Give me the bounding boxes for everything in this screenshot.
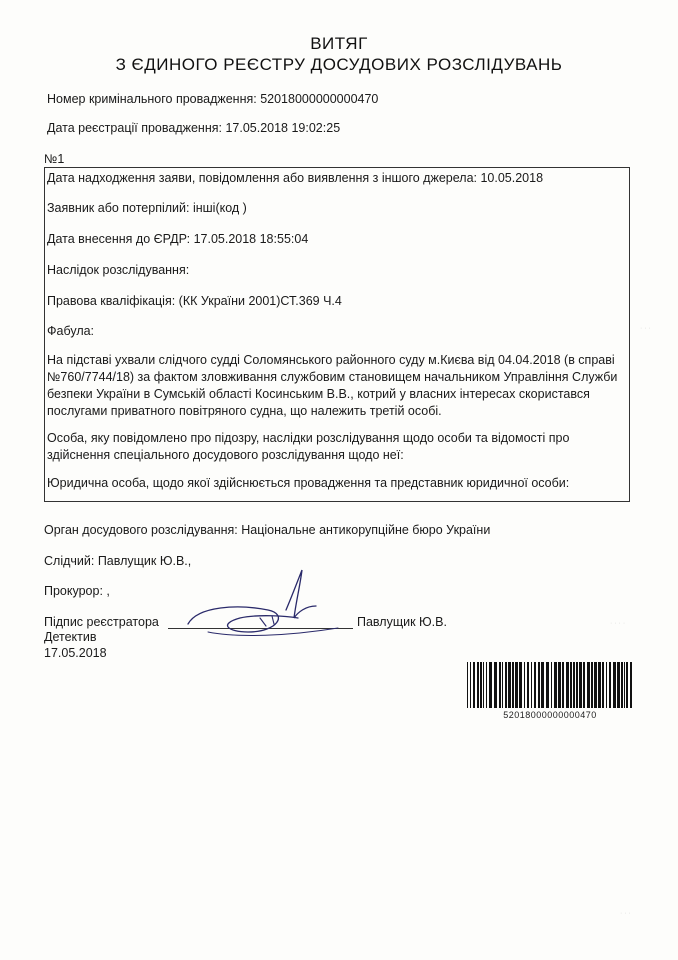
barcode-bar xyxy=(483,662,484,708)
barcode-bar xyxy=(621,662,623,708)
suspect-info xyxy=(47,430,627,464)
prosecutor: Прокурор: , xyxy=(44,584,110,598)
fabula-label: Фабула: xyxy=(47,324,95,338)
fabula-line: безпеки України в Сумській області Косинським В.В., котрий у власних інтересах скористався xyxy=(47,387,590,401)
investigator: Слідчий: Павлущик Ю.В., xyxy=(44,554,192,568)
legal-entity: Юридична особа, щодо якої здійснюється провадження та представник юридичної особи: xyxy=(47,476,570,490)
barcode-bar xyxy=(606,662,607,708)
fabula-line: На підставі ухвали слідчого судді Соломянського районного суду м.Києва від 04.04.2018 (в справі xyxy=(47,353,615,367)
entry-index: №1 xyxy=(44,152,65,166)
barcode-bar xyxy=(524,662,525,708)
barcode-bar xyxy=(591,662,593,708)
erdr-date: Дата внесення до ЄРДР: 17.05.2018 18:55:04 xyxy=(47,232,309,246)
barcode-bar xyxy=(562,662,564,708)
barcode-bar xyxy=(546,662,549,708)
barcode-bar xyxy=(489,662,492,708)
scan-noise-mark: · · · xyxy=(620,910,631,917)
case-number: Номер кримінального провадження: 52018000000000470 xyxy=(47,92,379,106)
document-subtitle: З ЄДИНОГО РЕЄСТРУ ДОСУДОВИХ РОЗСЛІДУВАНЬ xyxy=(115,55,563,74)
document-title: ВИТЯГ xyxy=(310,34,368,53)
barcode-bar xyxy=(558,662,561,708)
barcode-number: 52018000000000470 xyxy=(503,710,597,720)
barcode-bar xyxy=(594,662,597,708)
barcode-bar xyxy=(598,662,601,708)
legal-qualification: Правова кваліфікація: (КК України 2001)СТ.369 Ч.4 xyxy=(47,294,342,308)
suspect-line: Особа, яку повідомлено про підозру, наслідки розслідування щодо особи та відомості про xyxy=(47,431,570,445)
barcode-bar xyxy=(583,662,585,708)
barcode-bar xyxy=(486,662,487,708)
barcode-bar xyxy=(467,662,468,708)
barcode-bar xyxy=(541,662,544,708)
registrar-position: Детектив xyxy=(44,630,97,644)
barcode-bar xyxy=(494,662,497,708)
barcode-bar xyxy=(566,662,569,708)
barcode-bar xyxy=(617,662,620,708)
investigation-organ: Орган досудового розслідування: Національне антикорупційне бюро України xyxy=(44,523,491,537)
signature-label: Підпис реєстратора xyxy=(44,615,159,629)
fabula-text xyxy=(47,352,627,420)
scan-noise-mark: · · · · xyxy=(610,620,626,627)
barcode-bar xyxy=(499,662,501,708)
barcode-bar xyxy=(531,662,532,708)
barcode-bar xyxy=(477,662,479,708)
barcode-bar xyxy=(519,662,522,708)
barcode-bar xyxy=(602,662,604,708)
fabula-line: №760/7744/18) за фактом зловживання службовим становищем начальником Управління Служби xyxy=(47,370,618,384)
barcode-bar xyxy=(576,662,578,708)
barcode-bar xyxy=(570,662,572,708)
barcode-bar xyxy=(502,662,503,708)
barcode-bar xyxy=(538,662,540,708)
barcode-bar xyxy=(624,662,625,708)
registrar-name: Павлущик Ю.В. xyxy=(357,615,447,629)
document-date: 17.05.2018 xyxy=(44,646,107,660)
barcode-bar xyxy=(630,662,632,708)
barcode-bar xyxy=(505,662,507,708)
barcode-bar xyxy=(534,662,536,708)
suspect-line: здійснення спеціального досудового розслідування щодо неї: xyxy=(47,448,404,462)
fabula-line: послугами приватного повітряного судна, що належить третій особі. xyxy=(47,404,442,418)
barcode-bar xyxy=(573,662,575,708)
investigation-outcome: Наслідок розслідування: xyxy=(47,263,190,277)
barcode-bar xyxy=(473,662,475,708)
barcode xyxy=(465,662,635,708)
barcode-bar xyxy=(587,662,590,708)
applicant: Заявник або потерпілий: інші(код ) xyxy=(47,201,247,215)
barcode-bar xyxy=(480,662,482,708)
barcode-bar xyxy=(554,662,557,708)
received-date: Дата надходження заяви, повідомлення або виявлення з іншого джерела: 10.05.2018 xyxy=(47,171,544,185)
barcode-bar xyxy=(470,662,471,708)
registration-date: Дата реєстрації провадження: 17.05.2018 19:02:25 xyxy=(47,121,341,135)
barcode-bar xyxy=(527,662,529,708)
handwritten-signature xyxy=(178,566,368,646)
entry-box xyxy=(44,167,630,502)
barcode-bar xyxy=(515,662,518,708)
barcode-bar xyxy=(613,662,616,708)
barcode-bar xyxy=(508,662,511,708)
barcode-bar xyxy=(626,662,628,708)
barcode-bar xyxy=(551,662,552,708)
barcode-bar xyxy=(609,662,611,708)
barcode-bar xyxy=(579,662,582,708)
scan-noise-mark: · · · xyxy=(640,325,651,332)
barcode-bar xyxy=(512,662,514,708)
